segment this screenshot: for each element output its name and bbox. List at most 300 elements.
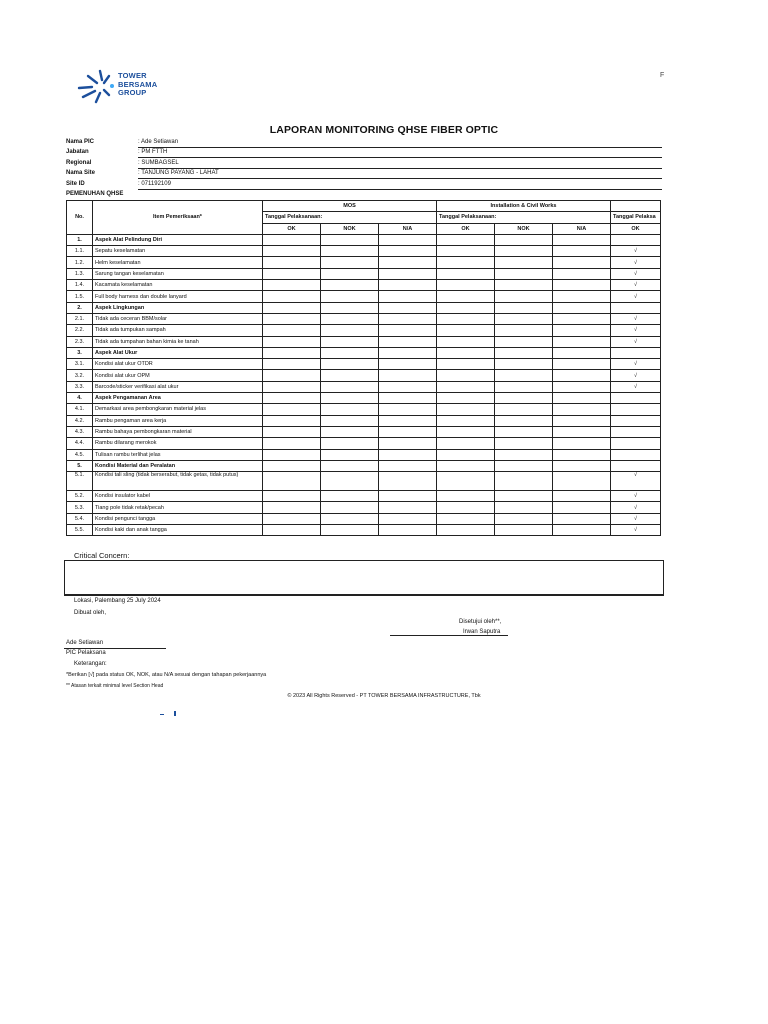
status-ok-cell[interactable]: √ bbox=[611, 525, 661, 536]
status-cell[interactable] bbox=[495, 257, 553, 268]
status-cell[interactable] bbox=[495, 370, 553, 381]
status-cell[interactable] bbox=[553, 381, 611, 392]
status-cell[interactable] bbox=[553, 472, 611, 491]
status-cell[interactable] bbox=[321, 336, 379, 347]
status-cell[interactable] bbox=[553, 491, 611, 502]
status-cell[interactable] bbox=[379, 291, 437, 302]
status-cell[interactable] bbox=[379, 257, 437, 268]
status-cell[interactable] bbox=[379, 472, 437, 491]
status-ok-cell[interactable] bbox=[611, 302, 661, 313]
status-cell[interactable] bbox=[263, 280, 321, 291]
status-cell[interactable] bbox=[321, 359, 379, 370]
row-number: 5. bbox=[67, 460, 93, 471]
status-ok-cell[interactable]: √ bbox=[611, 325, 661, 336]
status-ok-cell[interactable]: √ bbox=[611, 359, 661, 370]
critical-concern-label: Critical Concern: bbox=[74, 551, 130, 560]
status-cell[interactable] bbox=[263, 525, 321, 536]
info-row-site-id bbox=[66, 180, 662, 190]
approver-signature-line bbox=[390, 635, 508, 636]
table-row bbox=[67, 513, 661, 524]
status-cell[interactable] bbox=[495, 449, 553, 460]
status-cell[interactable] bbox=[437, 449, 495, 460]
sub-header-na: N/A bbox=[379, 223, 437, 234]
status-cell[interactable] bbox=[495, 381, 553, 392]
sub-header-nok: NOK bbox=[495, 223, 553, 234]
status-cell[interactable] bbox=[495, 404, 553, 415]
status-cell[interactable] bbox=[495, 513, 553, 524]
status-cell[interactable] bbox=[437, 415, 495, 426]
status-cell[interactable] bbox=[379, 381, 437, 392]
row-item: Barcode/sticker verifikasi alat ukur bbox=[93, 381, 263, 392]
status-cell[interactable] bbox=[553, 234, 611, 245]
status-cell[interactable] bbox=[553, 313, 611, 324]
table-row bbox=[67, 336, 661, 347]
status-cell[interactable] bbox=[379, 280, 437, 291]
status-cell[interactable] bbox=[321, 472, 379, 491]
status-cell[interactable] bbox=[437, 426, 495, 437]
status-cell[interactable] bbox=[437, 359, 495, 370]
status-cell[interactable] bbox=[321, 325, 379, 336]
status-cell[interactable] bbox=[263, 325, 321, 336]
table-row bbox=[67, 381, 661, 392]
row-item: Tidak ada tumpahan bahan kimia ke tanah bbox=[93, 336, 263, 347]
approver-name: Irwan Saputra bbox=[463, 629, 501, 635]
status-cell[interactable] bbox=[437, 347, 495, 358]
row-item: Demarkasi area pembongkaran material jelas bbox=[93, 404, 263, 415]
status-cell[interactable] bbox=[321, 234, 379, 245]
table-row bbox=[67, 291, 661, 302]
status-cell[interactable] bbox=[263, 291, 321, 302]
status-ok-cell[interactable]: √ bbox=[611, 257, 661, 268]
row-number: 5.2. bbox=[67, 491, 93, 502]
status-cell[interactable] bbox=[321, 449, 379, 460]
status-cell[interactable] bbox=[379, 359, 437, 370]
status-cell[interactable] bbox=[437, 246, 495, 257]
status-cell[interactable] bbox=[437, 291, 495, 302]
status-cell[interactable] bbox=[553, 370, 611, 381]
row-number: 1.3. bbox=[67, 268, 93, 279]
status-cell[interactable] bbox=[437, 404, 495, 415]
row-item: Kondisi Material dan Peralatan bbox=[93, 460, 263, 471]
info-row-regional bbox=[66, 159, 662, 169]
status-cell[interactable] bbox=[263, 257, 321, 268]
status-cell[interactable] bbox=[495, 491, 553, 502]
row-item: Aspek Lingkungan bbox=[93, 302, 263, 313]
status-ok-cell[interactable]: √ bbox=[611, 472, 661, 491]
col-header-no: No. bbox=[67, 201, 93, 235]
status-cell[interactable] bbox=[553, 291, 611, 302]
info-label: PEMENUHAN QHSE bbox=[66, 190, 124, 197]
row-item: Kondisi alat ukur OTDR bbox=[93, 359, 263, 370]
status-ok-cell[interactable]: √ bbox=[611, 491, 661, 502]
status-cell[interactable] bbox=[495, 426, 553, 437]
table-row bbox=[67, 426, 661, 437]
status-cell[interactable] bbox=[379, 426, 437, 437]
status-cell[interactable] bbox=[263, 268, 321, 279]
status-cell[interactable] bbox=[553, 426, 611, 437]
row-item: Aspek Alat Ukur bbox=[93, 347, 263, 358]
status-cell[interactable] bbox=[321, 370, 379, 381]
status-cell[interactable] bbox=[553, 359, 611, 370]
info-row-jabatan bbox=[66, 148, 662, 158]
status-cell[interactable] bbox=[379, 460, 437, 471]
status-cell[interactable] bbox=[263, 246, 321, 257]
info-label: Site ID bbox=[66, 180, 85, 187]
status-ok-cell[interactable] bbox=[611, 426, 661, 437]
status-cell[interactable] bbox=[553, 525, 611, 536]
status-cell[interactable] bbox=[553, 438, 611, 449]
status-cell[interactable] bbox=[263, 460, 321, 471]
status-cell[interactable] bbox=[263, 370, 321, 381]
row-number: 5.1. bbox=[67, 472, 93, 491]
status-cell[interactable] bbox=[495, 268, 553, 279]
pic-name: Ade Setiawan bbox=[66, 640, 104, 646]
section-row bbox=[67, 234, 661, 245]
table-row bbox=[67, 313, 661, 324]
location-date: Lokasi, Palembang 25 July 2024 bbox=[74, 598, 161, 604]
logo-wordmark bbox=[118, 72, 157, 98]
status-cell[interactable] bbox=[495, 472, 553, 491]
info-row-qhse bbox=[66, 190, 662, 200]
info-row-pic bbox=[66, 138, 662, 148]
status-cell[interactable] bbox=[263, 404, 321, 415]
status-cell[interactable] bbox=[263, 347, 321, 358]
row-number: 3.2. bbox=[67, 370, 93, 381]
status-ok-cell[interactable]: √ bbox=[611, 513, 661, 524]
status-cell[interactable] bbox=[379, 438, 437, 449]
status-cell[interactable] bbox=[437, 525, 495, 536]
status-cell[interactable] bbox=[379, 268, 437, 279]
status-ok-cell[interactable] bbox=[611, 460, 661, 471]
status-cell[interactable] bbox=[437, 280, 495, 291]
status-cell[interactable] bbox=[321, 491, 379, 502]
status-ok-cell[interactable] bbox=[611, 347, 661, 358]
status-ok-cell[interactable] bbox=[611, 449, 661, 460]
status-ok-cell[interactable] bbox=[611, 234, 661, 245]
status-cell[interactable] bbox=[263, 502, 321, 513]
status-cell[interactable] bbox=[437, 370, 495, 381]
status-cell[interactable] bbox=[263, 449, 321, 460]
info-block bbox=[66, 138, 662, 200]
status-cell[interactable] bbox=[263, 513, 321, 524]
group-header-installation: Installation & Civil Works bbox=[437, 201, 611, 212]
status-cell[interactable] bbox=[321, 268, 379, 279]
note-1: *Berikan [√] pada status OK, NOK, atau N/A sesuai dengan tahapan pekerjaannya bbox=[66, 672, 267, 678]
row-item: Tidak ada ceceran BBM/solar bbox=[93, 313, 263, 324]
sub-header-ok: OK bbox=[263, 223, 321, 234]
logo-line: GROUP bbox=[118, 88, 147, 97]
status-ok-cell[interactable]: √ bbox=[611, 268, 661, 279]
status-cell[interactable] bbox=[379, 502, 437, 513]
row-number: 1.4. bbox=[67, 280, 93, 291]
row-number: 2.1. bbox=[67, 313, 93, 324]
status-cell[interactable] bbox=[321, 460, 379, 471]
status-cell[interactable] bbox=[553, 393, 611, 404]
status-cell[interactable] bbox=[437, 302, 495, 313]
status-cell[interactable] bbox=[379, 234, 437, 245]
row-number: 1.5. bbox=[67, 291, 93, 302]
status-cell[interactable] bbox=[379, 393, 437, 404]
row-item: Kondisi alat ukur OPM bbox=[93, 370, 263, 381]
status-cell[interactable] bbox=[379, 491, 437, 502]
status-cell[interactable] bbox=[321, 280, 379, 291]
table-row bbox=[67, 404, 661, 415]
col-header-item: Item Pemeriksaan* bbox=[93, 201, 263, 235]
status-ok-cell[interactable]: √ bbox=[611, 280, 661, 291]
row-number: 2.2. bbox=[67, 325, 93, 336]
table-row bbox=[67, 370, 661, 381]
status-cell[interactable] bbox=[379, 404, 437, 415]
row-item: Aspek Pengamanan Area bbox=[93, 393, 263, 404]
status-cell[interactable] bbox=[321, 246, 379, 257]
status-cell[interactable] bbox=[321, 525, 379, 536]
status-ok-cell[interactable] bbox=[611, 393, 661, 404]
date-label-mos: Tanggal Pelaksanaan: bbox=[263, 212, 437, 223]
pic-signature-line bbox=[64, 648, 166, 649]
row-item: Sepatu keselamatan bbox=[93, 246, 263, 257]
status-cell[interactable] bbox=[495, 325, 553, 336]
qhse-checklist-table bbox=[66, 200, 661, 536]
sub-header-ok: OK bbox=[437, 223, 495, 234]
status-cell[interactable] bbox=[321, 381, 379, 392]
info-value: : PM FTTH bbox=[138, 149, 662, 158]
status-cell[interactable] bbox=[437, 325, 495, 336]
status-cell[interactable] bbox=[263, 415, 321, 426]
row-number: 3.1. bbox=[67, 359, 93, 370]
status-ok-cell[interactable] bbox=[611, 415, 661, 426]
row-number: 4.5. bbox=[67, 449, 93, 460]
date-label-installation: Tanggal Pelaksanaan: bbox=[437, 212, 611, 223]
report-title: LAPORAN MONITORING QHSE FIBER OPTIC bbox=[269, 124, 499, 136]
status-cell[interactable] bbox=[379, 246, 437, 257]
status-cell[interactable] bbox=[321, 513, 379, 524]
status-cell[interactable] bbox=[437, 381, 495, 392]
status-cell[interactable] bbox=[553, 415, 611, 426]
status-cell[interactable] bbox=[379, 347, 437, 358]
info-value: : Ade Setiawan bbox=[138, 139, 662, 148]
status-cell[interactable] bbox=[437, 257, 495, 268]
checklist-body bbox=[67, 234, 661, 535]
decorative-mark bbox=[174, 711, 176, 716]
status-cell[interactable] bbox=[437, 513, 495, 524]
status-cell[interactable] bbox=[437, 393, 495, 404]
info-label: Nama Site bbox=[66, 170, 96, 177]
table-row bbox=[67, 257, 661, 268]
status-cell[interactable] bbox=[495, 246, 553, 257]
status-cell[interactable] bbox=[495, 347, 553, 358]
status-cell[interactable] bbox=[553, 268, 611, 279]
row-number: 1.2. bbox=[67, 257, 93, 268]
status-cell[interactable] bbox=[495, 234, 553, 245]
status-cell[interactable] bbox=[379, 415, 437, 426]
logo-line: TOWER bbox=[118, 71, 147, 80]
status-cell[interactable] bbox=[437, 268, 495, 279]
approved-by-label: Disetujui oleh**, bbox=[459, 619, 502, 625]
status-cell[interactable] bbox=[263, 336, 321, 347]
status-cell[interactable] bbox=[379, 525, 437, 536]
status-ok-cell[interactable]: √ bbox=[611, 246, 661, 257]
status-cell[interactable] bbox=[263, 426, 321, 437]
info-label: Regional bbox=[66, 159, 92, 166]
table-row bbox=[67, 415, 661, 426]
status-cell[interactable] bbox=[437, 491, 495, 502]
status-ok-cell[interactable]: √ bbox=[611, 291, 661, 302]
status-cell[interactable] bbox=[263, 313, 321, 324]
sub-header-nok: NOK bbox=[321, 223, 379, 234]
status-cell[interactable] bbox=[495, 280, 553, 291]
status-cell[interactable] bbox=[495, 415, 553, 426]
status-cell[interactable] bbox=[553, 513, 611, 524]
status-cell[interactable] bbox=[321, 257, 379, 268]
status-cell[interactable] bbox=[495, 313, 553, 324]
status-cell[interactable] bbox=[495, 291, 553, 302]
row-number: 3. bbox=[67, 347, 93, 358]
status-cell[interactable] bbox=[379, 513, 437, 524]
row-item: Full body harness dan double lanyard bbox=[93, 291, 263, 302]
group-header-third bbox=[611, 201, 661, 212]
row-number: 5.3. bbox=[67, 502, 93, 513]
status-cell[interactable] bbox=[263, 302, 321, 313]
notes-title: Keterangan: bbox=[74, 661, 107, 667]
status-cell[interactable] bbox=[553, 246, 611, 257]
status-cell[interactable] bbox=[553, 257, 611, 268]
status-cell[interactable] bbox=[321, 347, 379, 358]
row-number: 4.1. bbox=[67, 404, 93, 415]
corner-mark: F bbox=[660, 72, 665, 79]
table-row bbox=[67, 359, 661, 370]
status-ok-cell[interactable] bbox=[611, 438, 661, 449]
status-cell[interactable] bbox=[437, 234, 495, 245]
status-ok-cell[interactable]: √ bbox=[611, 381, 661, 392]
status-cell[interactable] bbox=[553, 449, 611, 460]
status-cell[interactable] bbox=[379, 325, 437, 336]
status-cell[interactable] bbox=[321, 426, 379, 437]
row-item: Kondisi pengunci tangga bbox=[93, 513, 263, 524]
status-ok-cell[interactable] bbox=[611, 404, 661, 415]
status-cell[interactable] bbox=[553, 502, 611, 513]
info-value: : TANJUNG PAYANG - LAHAT bbox=[138, 170, 662, 179]
info-label: Jabatan bbox=[66, 149, 89, 156]
status-cell[interactable] bbox=[263, 359, 321, 370]
status-cell[interactable] bbox=[321, 404, 379, 415]
status-cell[interactable] bbox=[379, 336, 437, 347]
row-item: Tidak ada tumpukan sampah bbox=[93, 325, 263, 336]
status-cell[interactable] bbox=[263, 472, 321, 491]
status-ok-cell[interactable]: √ bbox=[611, 370, 661, 381]
status-cell[interactable] bbox=[495, 393, 553, 404]
status-cell[interactable] bbox=[553, 404, 611, 415]
critical-concern-field[interactable] bbox=[64, 560, 664, 596]
status-cell[interactable] bbox=[437, 472, 495, 491]
status-cell[interactable] bbox=[321, 415, 379, 426]
row-number: 2. bbox=[67, 302, 93, 313]
status-cell[interactable] bbox=[321, 393, 379, 404]
status-cell[interactable] bbox=[495, 525, 553, 536]
row-item: Tiang pole tidak retak/pecah bbox=[93, 502, 263, 513]
status-cell[interactable] bbox=[321, 438, 379, 449]
row-item: Sarung tangan keselamatan bbox=[93, 268, 263, 279]
status-ok-cell[interactable]: √ bbox=[611, 336, 661, 347]
pic-role: PIC Pelaksana bbox=[66, 650, 106, 656]
status-ok-cell[interactable]: √ bbox=[611, 502, 661, 513]
table-row bbox=[67, 325, 661, 336]
row-number: 2.3. bbox=[67, 336, 93, 347]
status-cell[interactable] bbox=[495, 336, 553, 347]
row-number: 4. bbox=[67, 393, 93, 404]
status-cell[interactable] bbox=[553, 325, 611, 336]
status-cell[interactable] bbox=[379, 302, 437, 313]
status-cell[interactable] bbox=[263, 234, 321, 245]
status-cell[interactable] bbox=[263, 438, 321, 449]
row-item: Helm keselamatan bbox=[93, 257, 263, 268]
group-header-mos: MOS bbox=[263, 201, 437, 212]
status-cell[interactable] bbox=[553, 302, 611, 313]
status-cell[interactable] bbox=[437, 502, 495, 513]
row-number: 1.1. bbox=[67, 246, 93, 257]
row-number: 4.4. bbox=[67, 438, 93, 449]
table-row bbox=[67, 268, 661, 279]
status-ok-cell[interactable]: √ bbox=[611, 313, 661, 324]
status-cell[interactable] bbox=[321, 302, 379, 313]
status-cell[interactable] bbox=[321, 502, 379, 513]
status-cell[interactable] bbox=[553, 336, 611, 347]
table-row bbox=[67, 502, 661, 513]
row-item: Kondisi tali sling (tidak berserabut, tidak getas, tidak putus) bbox=[93, 472, 263, 491]
status-cell[interactable] bbox=[553, 280, 611, 291]
sub-header-ok: OK bbox=[611, 223, 661, 234]
status-cell[interactable] bbox=[379, 313, 437, 324]
status-cell[interactable] bbox=[495, 302, 553, 313]
status-cell[interactable] bbox=[495, 359, 553, 370]
status-cell[interactable] bbox=[495, 460, 553, 471]
row-number: 5.5. bbox=[67, 525, 93, 536]
status-cell[interactable] bbox=[379, 370, 437, 381]
status-cell[interactable] bbox=[379, 449, 437, 460]
decorative-mark bbox=[160, 714, 164, 715]
table-row bbox=[67, 449, 661, 460]
status-cell[interactable] bbox=[263, 381, 321, 392]
status-cell[interactable] bbox=[321, 313, 379, 324]
status-cell[interactable] bbox=[437, 313, 495, 324]
status-cell[interactable] bbox=[495, 438, 553, 449]
row-number: 5.4. bbox=[67, 513, 93, 524]
table-row bbox=[67, 438, 661, 449]
status-cell[interactable] bbox=[263, 393, 321, 404]
status-cell[interactable] bbox=[437, 438, 495, 449]
status-cell[interactable] bbox=[263, 491, 321, 502]
status-cell[interactable] bbox=[553, 347, 611, 358]
row-item: Rambu dilarang merokok bbox=[93, 438, 263, 449]
status-cell[interactable] bbox=[437, 336, 495, 347]
section-row bbox=[67, 393, 661, 404]
section-row bbox=[67, 347, 661, 358]
section-row bbox=[67, 302, 661, 313]
info-value: : SUMBAGSEL bbox=[138, 160, 662, 169]
table-row bbox=[67, 491, 661, 502]
status-cell[interactable] bbox=[437, 460, 495, 471]
status-cell[interactable] bbox=[553, 460, 611, 471]
status-cell[interactable] bbox=[495, 502, 553, 513]
status-cell[interactable] bbox=[321, 291, 379, 302]
row-item: Kondisi kaki dan anak tangga bbox=[93, 525, 263, 536]
info-label: Nama PIC bbox=[66, 139, 95, 145]
info-value: : 071192109 bbox=[138, 181, 662, 190]
row-number: 4.3. bbox=[67, 426, 93, 437]
row-item: Tulisan rambu terlihat jelas bbox=[93, 449, 263, 460]
date-label-third: Tanggal Pelaksa bbox=[611, 212, 661, 223]
logo-line: BERSAMA bbox=[118, 79, 158, 89]
table-row bbox=[67, 246, 661, 257]
